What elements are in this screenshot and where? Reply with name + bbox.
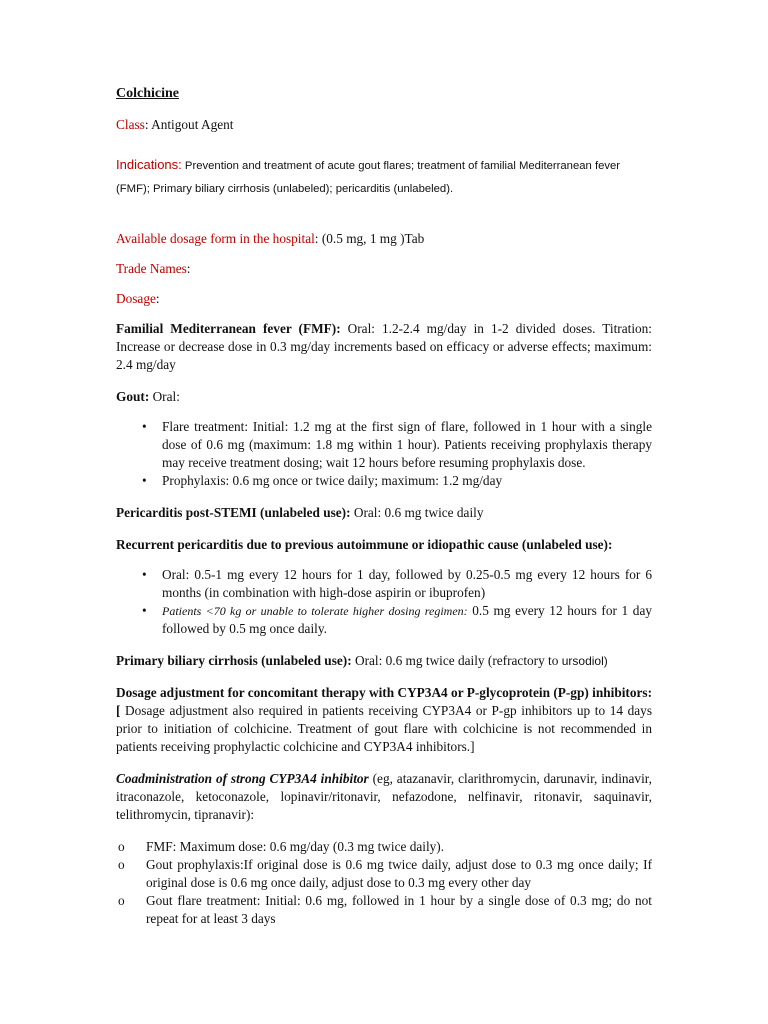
bullet-icon: • xyxy=(142,567,147,582)
bullet-icon: • xyxy=(142,419,147,434)
fmf-text: Oral: 1.2-2.4 mg/day in 1-2 divided doses. Titration: Increase or decrease dose in 0.3 mg/day increments based on efficacy or adverse effects; maximum: 2.4 mg/day xyxy=(116,321,652,372)
pericarditis-label: Pericarditis post-STEMI (unlabeled use): xyxy=(116,505,351,520)
circle-bullet-icon: o xyxy=(118,857,125,872)
coadmin-text: (eg, atazanavir, clarithromycin, darunavir, indinavir, itraconazole, ketoconazole, lopinavir/ritonavir, nefazodone, nelfinavir, ritonavir, saquinavir, telithromycin, tipranavir): xyxy=(116,771,652,822)
list-item xyxy=(116,472,652,490)
dosage-line xyxy=(116,290,652,308)
pericarditis-text: Oral: 0.6 mg twice daily xyxy=(350,505,484,520)
coadmin-list xyxy=(116,838,652,928)
circle-bullet-icon: o xyxy=(118,839,125,854)
list-item xyxy=(116,602,652,638)
list-item-text: 0.5 mg every 12 hours for 1 day followed by 0.5 mg once daily. xyxy=(162,603,652,636)
page-title: Colchicine xyxy=(116,86,179,101)
list-item xyxy=(116,856,652,892)
list-item-text: Gout prophylaxis:If original dose is 0.6 mg twice daily, adjust dose to 0.3 mg once daily; If original dose is 0.6 mg once daily, adjust dose to 0.3 mg every other day xyxy=(146,857,652,890)
gout-text: Oral: xyxy=(149,389,180,404)
trade-names-label: Trade Names xyxy=(116,261,187,276)
list-item xyxy=(116,418,652,472)
document-page xyxy=(116,86,652,928)
pbc-text: Oral: 0.6 mg twice daily (refractory to xyxy=(351,653,562,668)
indications-text: Prevention and treatment of acute gout flares; treatment of familial Mediterranean fever (FMF); Primary biliary cirrhosis (unlabeled); pericarditis (unlabeled). xyxy=(116,160,621,195)
adjustment-label: Dosage adjustment for concomitant therapy with CYP3A4 or P-glycoprotein (P-gp) inhibitors:[ xyxy=(116,685,652,718)
adjustment-paragraph xyxy=(116,684,652,756)
pericarditis-line xyxy=(116,504,652,522)
list-item-text: Flare treatment: Initial: 1.2 mg at the first sign of flare, followed in 1 hour with a single dose of 0.6 mg (maximum: 1.8 mg within 1 hour). Patients receiving prophylaxis therapy may receive treatment dosing; wait 12 hours before resuming prophylaxis dose. xyxy=(162,419,652,470)
class-label: Class xyxy=(116,117,145,132)
pbc-line xyxy=(116,652,652,670)
dosage-value: : xyxy=(155,291,160,306)
dosage-label: Dosage xyxy=(116,291,156,306)
coadmin-label: Coadministration of strong CYP3A4 inhibitor xyxy=(116,771,369,786)
gout-list xyxy=(116,418,652,490)
recurrent-label: Recurrent pericarditis due to previous autoimmune or idiopathic cause (unlabeled use): xyxy=(116,537,613,552)
class-value: : Antigout Agent xyxy=(144,117,234,132)
indications-label: Indications: xyxy=(116,157,182,172)
recurrent-list xyxy=(116,566,652,638)
circle-bullet-icon: o xyxy=(118,893,125,908)
list-item-text: FMF: Maximum dose: 0.6 mg/day (0.3 mg twice daily). xyxy=(146,839,445,854)
gout-heading xyxy=(116,388,652,406)
list-item xyxy=(116,838,652,856)
available-line xyxy=(116,230,652,248)
coadmin-paragraph xyxy=(116,770,652,824)
adjustment-text: Dosage adjustment also required in patients receiving CYP3A4 or P-gp inhibitors up to 14 days prior to initiation of colchicine. Treatment of gout flare with colchicine is not recommended in patients receiving prophylactic colchicine and CYP3A4 inhibitors.] xyxy=(116,703,652,754)
available-value: : (0.5 mg, 1 mg )Tab xyxy=(314,231,425,246)
list-item-italic: Patients <70 kg or unable to tolerate higher dosing regimen: xyxy=(162,604,468,618)
class-line xyxy=(116,116,652,134)
trade-names-value: : xyxy=(186,261,191,276)
indications-paragraph xyxy=(116,154,652,200)
fmf-paragraph xyxy=(116,320,652,374)
list-item xyxy=(116,566,652,602)
list-item xyxy=(116,892,652,928)
pbc-text-sans: ursodiol) xyxy=(561,654,608,668)
gout-label: Gout: xyxy=(116,389,150,404)
trade-names-line xyxy=(116,260,652,278)
pbc-label: Primary biliary cirrhosis (unlabeled use): xyxy=(116,653,352,668)
recurrent-heading xyxy=(116,536,652,554)
bullet-icon: • xyxy=(142,603,147,618)
bullet-icon: • xyxy=(142,473,147,488)
list-item-text: Prophylaxis: 0.6 mg once or twice daily; maximum: 1.2 mg/day xyxy=(162,473,503,488)
fmf-label: Familial Mediterranean fever (FMF): xyxy=(116,321,341,336)
available-label: Available dosage form in the hospital xyxy=(116,231,315,246)
list-item-text: Oral: 0.5-1 mg every 12 hours for 1 day, followed by 0.25-0.5 mg every 12 hours for 6 months (in combination with high-dose aspirin or ibuprofen) xyxy=(162,567,652,600)
list-item-text: Gout flare treatment: Initial: 0.6 mg, followed in 1 hour by a single dose of 0.3 mg; do not repeat for at least 3 days xyxy=(146,893,652,926)
